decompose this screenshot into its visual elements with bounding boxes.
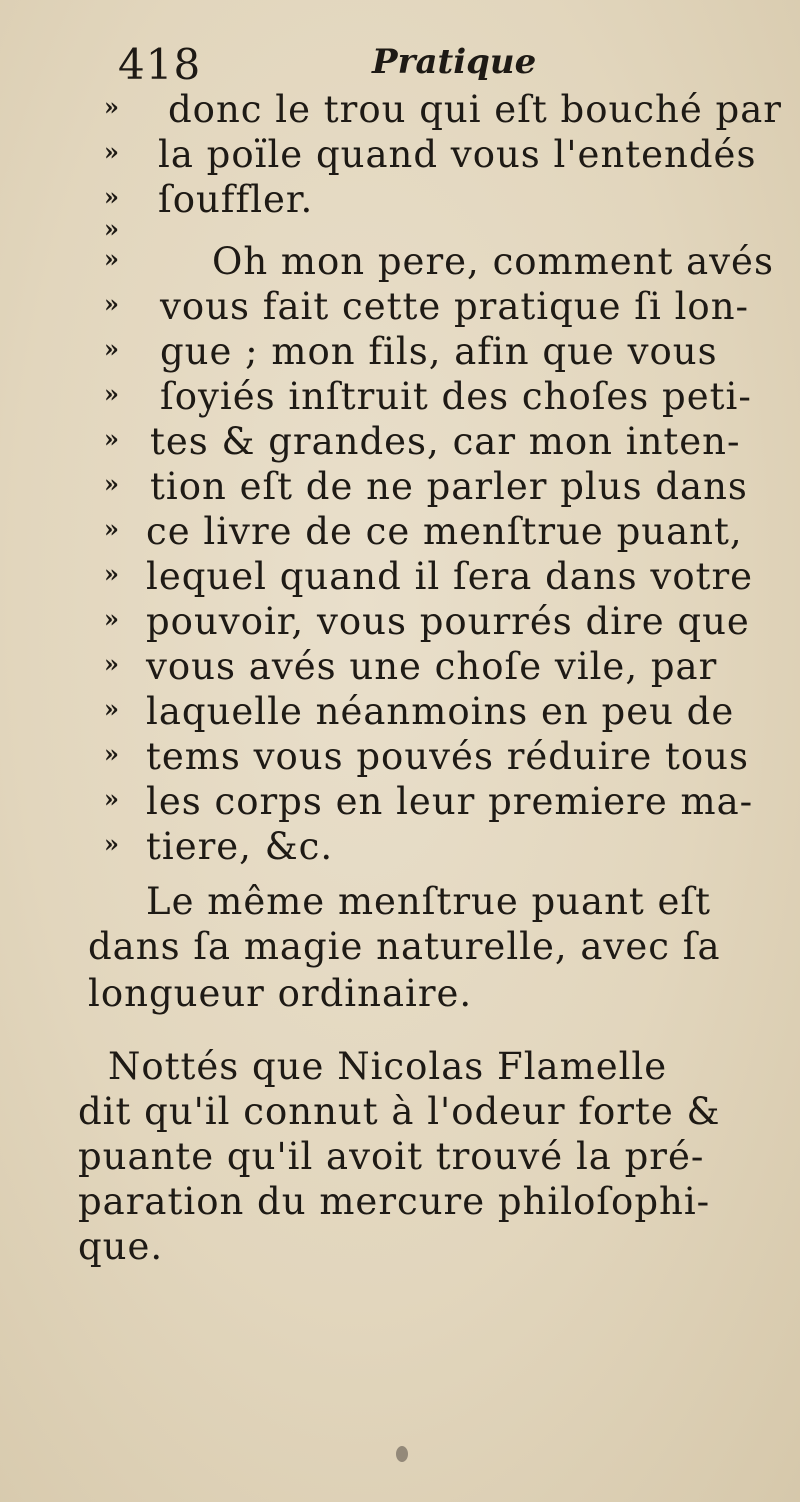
quote-mark: » [104,182,119,211]
paragraph-line-text: que. [78,1225,164,1268]
running-title: Pratique [372,42,537,82]
paragraph-line-text: dans ſa magie naturelle, avec ſa [88,925,721,968]
quote-mark: » [104,92,119,121]
quote-mark: » [104,424,119,453]
quoted-line-text: pouvoir, vous pourrés dire que [146,600,750,643]
paragraph-line [0,1180,800,1224]
quote-mark: » [104,244,119,273]
quoted-line-text: tes & grandes, car mon inten- [150,420,741,463]
quote-mark: » [104,559,119,588]
quote-mark: » [104,784,119,813]
page-number: 418 [118,40,202,89]
quote-mark: » [104,137,119,166]
quoted-line-text: tems vous pouvés réduire tous [146,735,749,778]
paragraph-line [0,1135,800,1179]
quoted-line-text: lequel quand il ſera dans votre [146,555,754,598]
quoted-line [0,133,800,177]
quote-mark: » [104,514,119,543]
quoted-line [0,330,800,374]
paragraph-line [0,1225,800,1269]
quoted-line-text: donc le trou qui eſt bouché par [168,88,782,131]
quote-mark: » [104,289,119,318]
quoted-line-text: la poïle quand vous l'entendés [158,133,757,176]
quote-mark: » [104,649,119,678]
quoted-line [0,420,800,464]
quoted-line [0,690,800,734]
quoted-line-text: ſouffler. [158,178,314,221]
quoted-line-text: vous avés une choſe vile, par [146,645,718,688]
quoted-line [0,825,800,869]
quoted-line [0,780,800,824]
quoted-line [0,285,800,329]
quoted-line [0,240,800,284]
paragraph-line [0,880,800,924]
quoted-line [0,555,800,599]
quote-mark: » [104,604,119,633]
paragraph-line-text: dit qu'il connut à l'odeur forte & [78,1090,721,1133]
ink-stain [396,1446,408,1462]
quoted-line-text: ce livre de ce menſtrue puant, [146,510,743,553]
paragraph-line [0,1090,800,1134]
paragraph-line [0,925,800,969]
quoted-line-text: laquelle néanmoins en peu de [146,690,735,733]
quoted-line-text: tion eſt de ne parler plus dans [150,465,748,508]
quote-mark: » [104,334,119,363]
paragraph-line-text: Nottés que Nicolas Flamelle [108,1045,668,1088]
quote-mark: » [104,829,119,858]
quote-mark: » [104,739,119,768]
quote-mark: » [104,469,119,498]
quoted-line-text: ſoyiés inſtruit des choſes peti- [160,375,752,418]
quoted-line [0,510,800,554]
paragraph-line-text: paration du mercure philoſophi- [78,1180,711,1223]
quoted-line [0,600,800,644]
paragraph-line [0,1045,800,1089]
quoted-line-text: les corps en leur premiere ma- [146,780,754,823]
quote-mark: » [104,379,119,408]
quoted-line [0,88,800,132]
paragraph-line [0,972,800,1016]
quoted-line [0,375,800,419]
paragraph-line-text: puante qu'il avoit trouvé la pré- [78,1135,705,1178]
quoted-line [0,465,800,509]
paragraph-line-text: Le même menſtrue puant eſt [146,880,711,923]
quoted-line-text: tiere, &c. [146,825,334,868]
quote-mark: » [104,214,119,243]
quoted-line-text: vous fait cette pratique ſi lon- [160,285,750,328]
quoted-line-text: Oh mon pere, comment avés [212,240,774,283]
quoted-line-text: gue ; mon fils, afin que vous [160,330,718,373]
paragraph-line-text: longueur ordinaire. [88,972,473,1015]
quoted-line [0,735,800,779]
quote-mark: » [104,694,119,723]
quoted-line [0,645,800,689]
